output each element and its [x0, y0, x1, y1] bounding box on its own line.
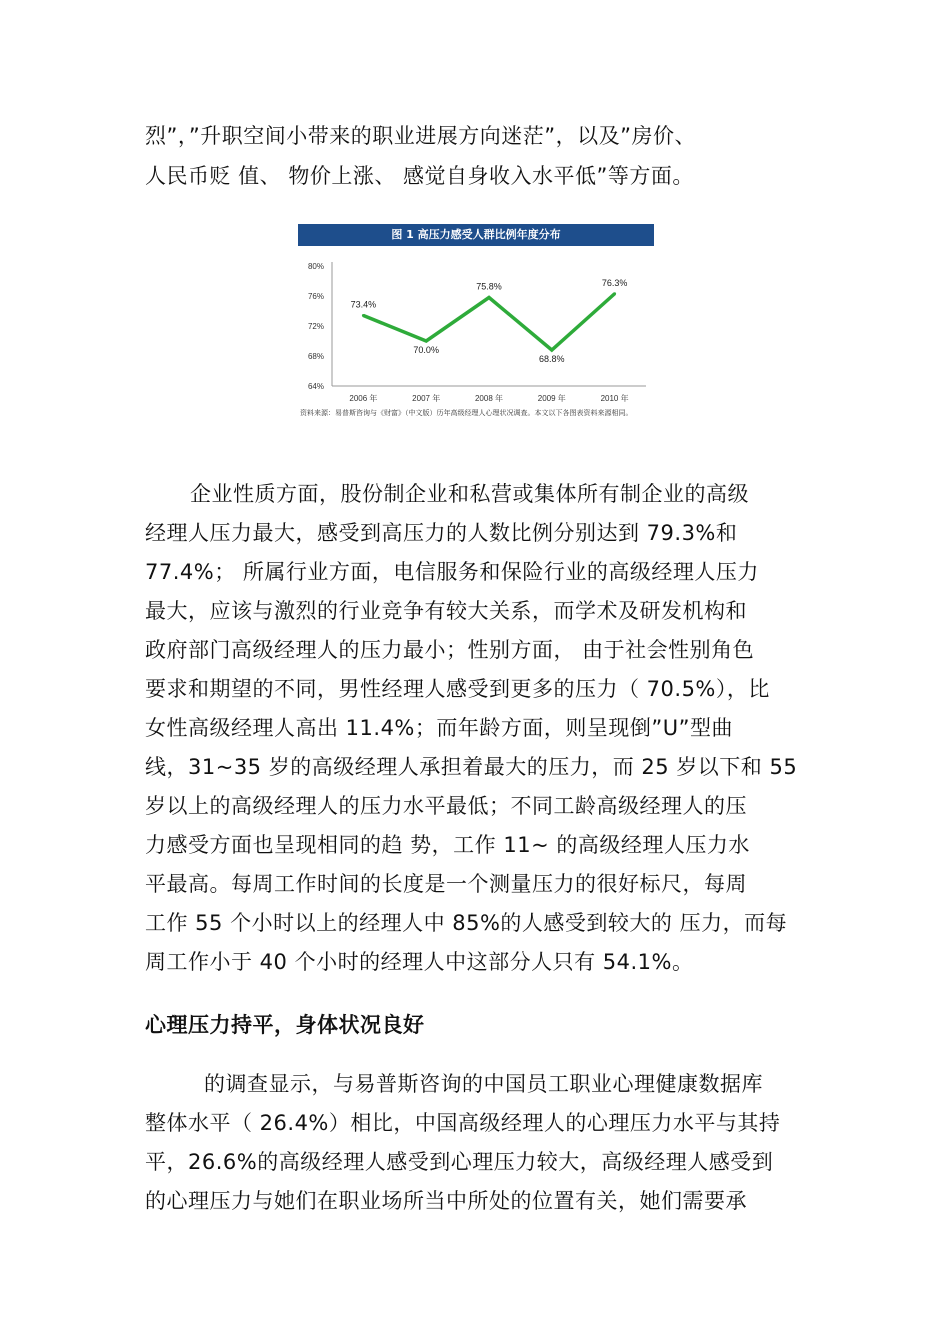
- data-point: [550, 349, 553, 352]
- y-tick-label: 80%: [307, 262, 324, 271]
- paragraph-line: 岁以上的高级经理人的压力水平最低；不同工龄高级经理人的压: [145, 794, 747, 818]
- figure-title: 图 1 高压力感受人群比例年度分布: [391, 228, 561, 241]
- paragraph-line: 整体水平（ 26.4%）相比，中国高级经理人的心理压力水平与其持: [145, 1111, 781, 1135]
- data-label: 76.3%: [601, 277, 628, 288]
- paragraph-line: 线，31~35 岁的高级经理人承担着最大的压力，而 25 岁以下和 55: [145, 755, 798, 779]
- y-tick-label: 68%: [307, 352, 324, 361]
- data-label: 70.0%: [413, 345, 439, 355]
- paragraph-line: 工作 55 个小时以上的经理人中 85%的人感受到较大的 压力，而每: [145, 911, 788, 935]
- paragraph-line: 77.4%； 所属行业方面，电信服务和保险行业的高级经理人压力: [145, 560, 759, 584]
- paragraph-line: 女性高级经理人高出 11.4%；而年龄方面，则呈现倒”U”型曲: [145, 716, 734, 740]
- y-tick-label: 76%: [307, 292, 324, 301]
- x-tick-label: 2006 年: [349, 394, 378, 403]
- line-chart: [298, 246, 654, 406]
- paragraph-line: 最大，应该与激烈的行业竞争有较大关系，而学术及研发机构和: [145, 599, 747, 623]
- data-point: [425, 340, 428, 343]
- data-point: [613, 292, 616, 295]
- paragraph-line: 的心理压力与她们在职业场所当中所处的位置有关，她们需要承: [145, 1189, 747, 1213]
- paragraph-line: 平，26.6%的高级经理人感受到心理压力较大，高级经理人感受到: [145, 1150, 774, 1174]
- data-label: 75.8%: [476, 281, 502, 292]
- data-point: [362, 314, 365, 317]
- data-label: 73.4%: [350, 299, 377, 310]
- paragraph-line: 人民币贬 值、 物价上涨、 感觉自身收入水平低”等方面。: [145, 164, 694, 188]
- paragraph-line: 烈”，”升职空间小带来的职业进展方向迷茫”，以及”房价、: [145, 124, 697, 148]
- x-tick-label: 2007 年: [412, 394, 441, 403]
- x-tick-label: 2009 年: [537, 394, 566, 403]
- paragraph-line: 经理人压力最大，感受到高压力的人数比例分别达到 79.3%和: [145, 521, 738, 545]
- paragraph-line: 企业性质方面，股份制企业和私营或集体所有制企业的高级: [190, 482, 749, 506]
- paragraph-line: 的调查显示，与易普斯咨询的中国员工职业心理健康数据库: [204, 1072, 763, 1096]
- y-tick-label: 64%: [307, 382, 324, 391]
- figure-source-note: 资料来源：易普斯咨询与《财富》（中文版）历年高级经理人心理状况调查。本文以下各图表资料来源相同。: [300, 409, 633, 417]
- data-point: [488, 296, 491, 299]
- paragraph-line: 政府部门高级经理人的压力最小；性别方面， 由于社会性别角色: [145, 638, 755, 662]
- section-heading: 心理压力持平，身体状况良好: [145, 1013, 425, 1037]
- data-label: 68.8%: [539, 354, 565, 364]
- x-tick-label: 2010 年: [600, 394, 629, 403]
- figure-1: [298, 224, 654, 422]
- paragraph-line: 力感受方面也呈现相同的趋 势，工作 11~ 的高级经理人压力水: [145, 833, 750, 857]
- paragraph-line: 要求和期望的不同，男性经理人感受到更多的压力（ 70.5%），比: [145, 677, 770, 701]
- y-tick-label: 72%: [307, 322, 324, 331]
- x-tick-label: 2008 年: [474, 394, 504, 403]
- paragraph-line: 平最高。每周工作时间的长度是一个测量压力的很好标尺，每周: [145, 872, 747, 896]
- series-line: [363, 294, 614, 350]
- paragraph-line: 周工作小于 40 个小时的经理人中这部分人只有 54.1%。: [145, 950, 694, 974]
